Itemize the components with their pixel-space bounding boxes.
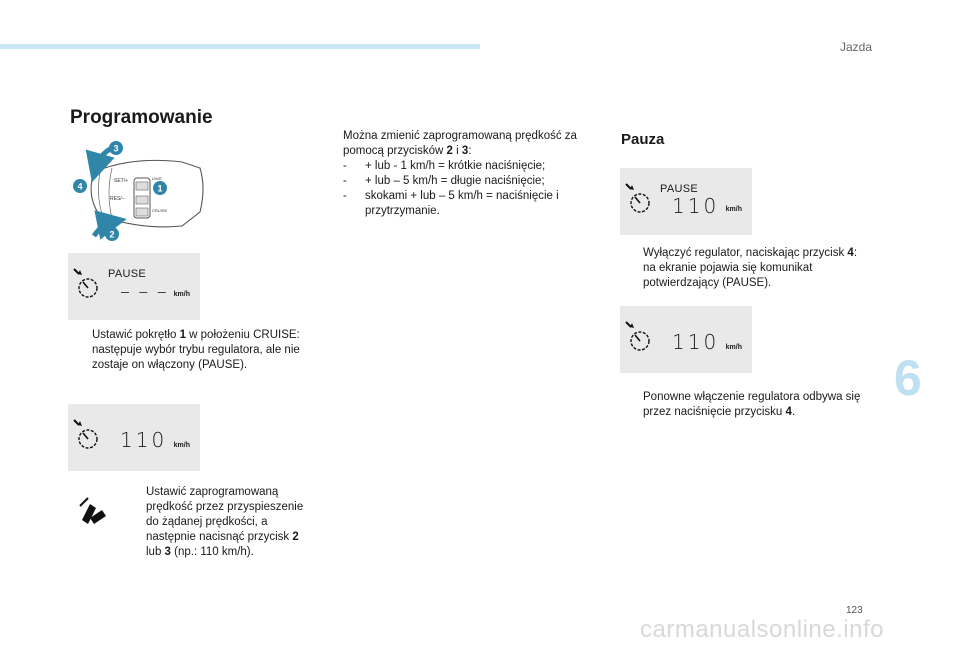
speed-change-list <box>343 129 593 219</box>
status-pause: PAUSE <box>660 183 698 195</box>
watermark: carmanualsonline.info <box>640 616 884 643</box>
status-pause: PAUSE <box>108 268 146 280</box>
display-pause-110 <box>620 168 752 235</box>
lever-label-limit: LIMIT <box>152 176 163 181</box>
lever-label-set: SET/+ <box>114 178 129 184</box>
list-item: - + lub - 1 km/h = krótkie naciśnięcie; <box>343 160 546 172</box>
speed-readout: 110 <box>672 330 720 354</box>
lever-label-cruise: CRUISE <box>152 208 168 213</box>
speed-readout: 110 <box>672 194 720 218</box>
callout-3: 3 <box>113 143 119 154</box>
speed-readout: 110 <box>120 428 168 452</box>
speed-unit: km/h <box>173 291 190 298</box>
paragraph-set-speed: Ustawić zaprogramowaną prędkość przez przyspieszenie do żądanej prędkości, a następnie nacisnąć przycisk 2 lub 3 (np.: 110 km/h). <box>146 486 304 558</box>
lever-label-res: RES/– <box>110 196 125 202</box>
display-110-right <box>620 306 752 373</box>
speed-unit: km/h <box>725 206 742 213</box>
list-item: - skokami + lub – 5 km/h = naciśnięcie i przytrzymanie. <box>343 190 559 217</box>
speed-unit: km/h <box>725 344 742 351</box>
accelerator-pedal-icon <box>76 494 110 528</box>
page-number: 123 <box>846 605 863 616</box>
callout-4: 4 <box>77 181 83 192</box>
chapter-number: 6 <box>894 350 922 406</box>
callout-2: 2 <box>109 229 115 240</box>
paragraph-pause: Wyłączyć regulator, naciskając przycisk 4: na ekranie pojawia się komunikat potwierdzający (PAUSE). <box>643 247 858 289</box>
heading-pauza: Pauza <box>621 131 665 148</box>
display-110-left <box>68 404 200 471</box>
section-title: Jazda <box>839 40 872 54</box>
cruise-lever-illustration <box>72 138 212 246</box>
speedometer-icon <box>68 253 108 313</box>
paragraph-set-cruise: Ustawić pokrętło 1 w położeniu CRUISE: następuje wybór trybu regulatora, ale nie zostaje on włączony (PAUSE). <box>92 329 300 371</box>
top-accent-bar <box>0 44 480 49</box>
callout-1: 1 <box>157 183 163 194</box>
speed-unit: km/h <box>173 442 190 449</box>
speedometer-icon <box>620 306 660 366</box>
display-pause-dashes <box>68 253 200 320</box>
speed-readout: – – – <box>120 279 168 303</box>
speedometer-icon <box>68 404 108 464</box>
speedometer-icon <box>620 168 660 228</box>
heading-programowanie: Programowanie <box>70 107 213 128</box>
paragraph-resume: Ponowne włączenie regulatora odbywa się przez naciśnięcie przycisku 4. <box>643 391 861 418</box>
list-item: - + lub – 5 km/h = długie naciśnięcie; <box>343 175 545 187</box>
list-intro: Można zmienić zaprogramowaną prędkość za pomocą przycisków 2 i 3: <box>343 130 577 157</box>
